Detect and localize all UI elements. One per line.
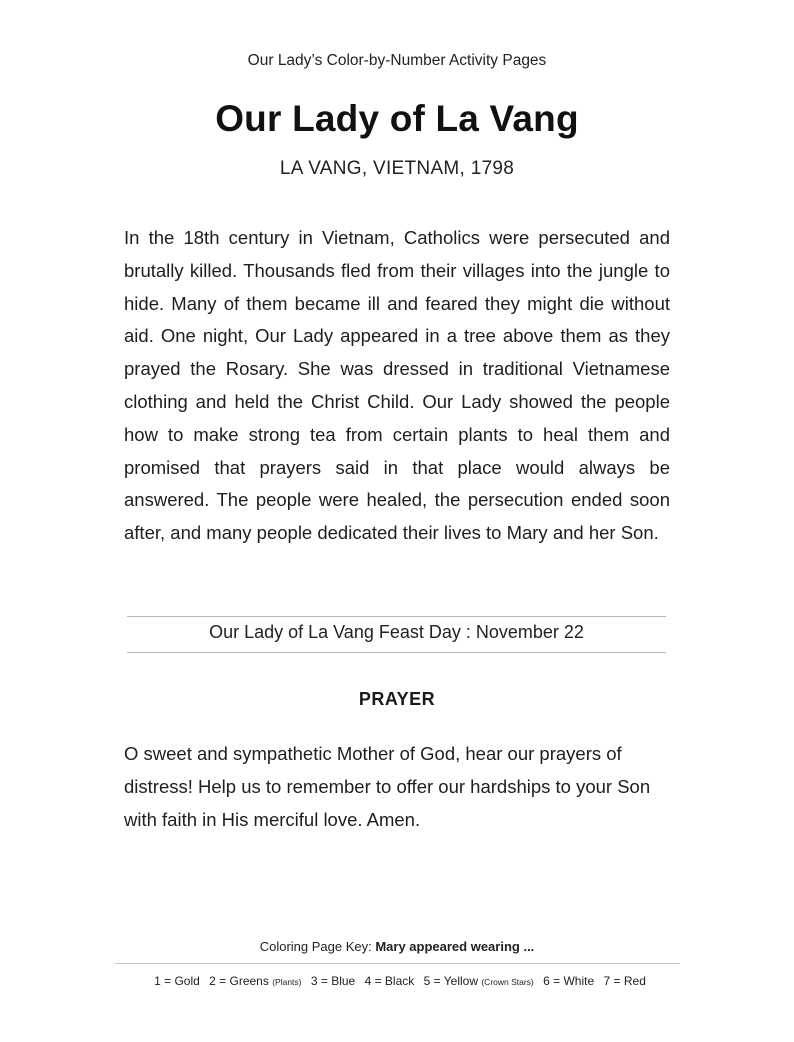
- story-section: [124, 222, 670, 550]
- key-entry-note: (Plants): [272, 977, 302, 987]
- coloring-key-legend: [100, 974, 700, 988]
- key-entry-text: 3 = Blue: [310, 974, 356, 988]
- coloring-key-divider: [115, 963, 680, 964]
- location-subtitle: LA VANG, VIETNAM, 1798: [279, 158, 515, 179]
- coloring-key-label: [0, 939, 794, 954]
- feast-divider-bottom: [127, 652, 666, 653]
- coloring-key-prefix: Coloring Page Key:: [259, 939, 372, 954]
- story-paragraph: In the 18th century in Vietnam, Catholics were persecuted and brutally killed. Thousands fled from their villages into the jungle to hide. Many of them became ill and feared they might die without aid. One night, Our Lady appeared in a tree above them as they prayed the Rosary. She was dressed in traditional Vietnamese clothing and held the Christ Child. Our Lady showed the people how to make strong tea from certain plants to heal them and promised that prayers said in that place would always be answered. The people were healed, the persecution ended soon after, and many people dedicated their lives to Mary and her Son.: [124, 227, 670, 544]
- feast-divider-top: [127, 616, 666, 617]
- prayer-section: [124, 737, 674, 836]
- key-entry-1: [154, 974, 200, 988]
- key-entry-text: 1 = Gold: [154, 974, 200, 988]
- key-entry-5: [424, 974, 534, 988]
- series-title: Our Lady’s Color-by-Number Activity Pages: [247, 52, 547, 69]
- feast-day-line: Our Lady of La Vang Feast Day : November 22: [209, 622, 584, 642]
- key-entry-text: 2 = Greens: [209, 974, 269, 988]
- page-title: Our Lady of La Vang: [215, 98, 579, 139]
- key-entry-text: 5 = Yellow: [423, 974, 478, 988]
- key-entry-6: [543, 974, 594, 988]
- key-entry-4: [365, 974, 415, 988]
- prayer-heading: PRAYER: [358, 689, 436, 709]
- key-entry-2: [209, 974, 301, 988]
- key-entry-text: 7 = Red: [603, 974, 646, 988]
- key-entry-text: 6 = White: [543, 974, 595, 988]
- key-entry-text: 4 = Black: [364, 974, 415, 988]
- key-entry-note: (Crown Stars): [481, 977, 534, 987]
- key-entry-3: [311, 974, 355, 988]
- coloring-key-emphasis: Mary appeared wearing ...: [375, 939, 535, 954]
- key-entry-7: [604, 974, 646, 988]
- prayer-text: O sweet and sympathetic Mother of God, hear our prayers of distress! Help us to remember to offer our hardships to your Son with faith in His merciful love. Amen.: [124, 743, 651, 830]
